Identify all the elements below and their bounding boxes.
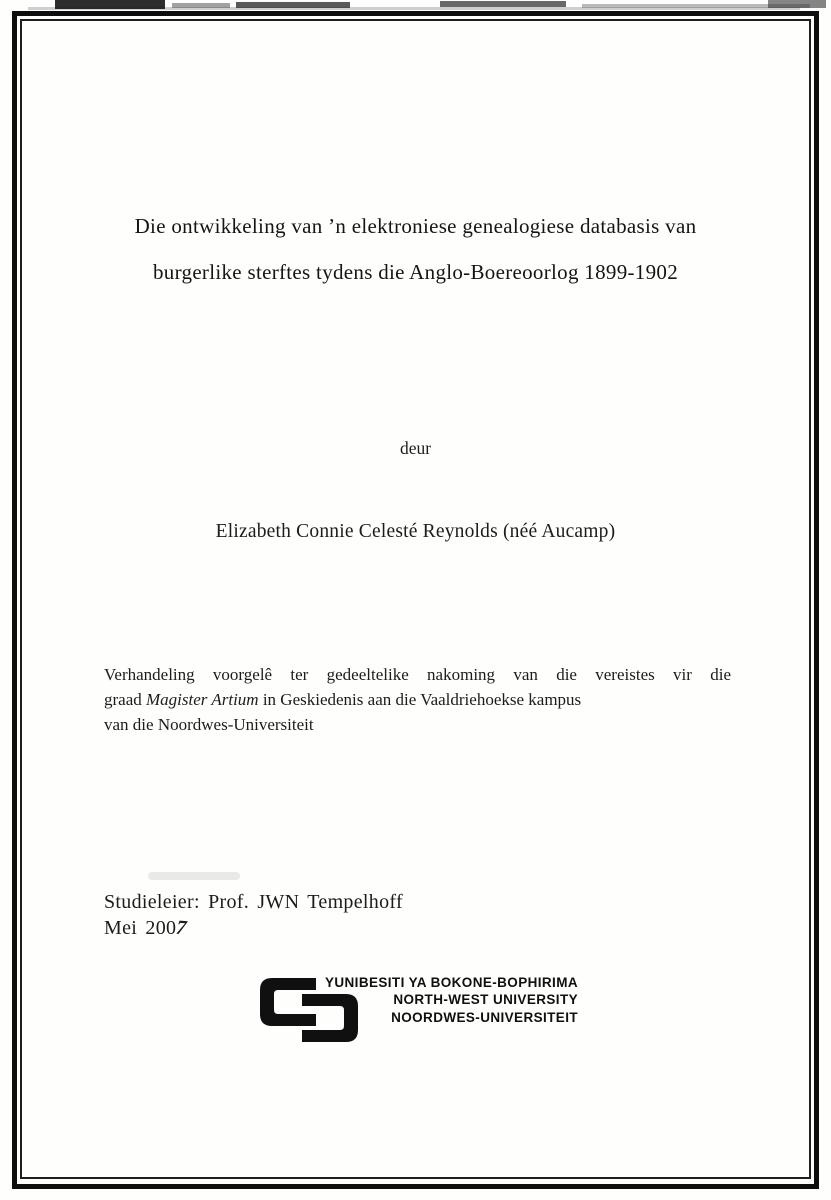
scan-artifact xyxy=(28,7,800,10)
thesis-title-line1: Die ontwikkeling van ’n elektroniese genealogiese databasis van xyxy=(134,214,697,238)
scan-artifact xyxy=(768,0,826,8)
supervisor-block xyxy=(104,889,403,941)
university-logo-text xyxy=(300,974,578,1026)
supervisor-line: Studieleier: Prof. JWN Tempelhoff xyxy=(104,891,403,913)
statement-line3: van die Noordwes-Universiteit xyxy=(104,715,314,734)
thesis-title-line2: burgerlike sterftes tydens die Anglo-Boereoorlog 1899-1902 xyxy=(153,260,678,284)
scan-artifact xyxy=(172,3,230,8)
date-line xyxy=(104,915,403,941)
statement-line2-pre: graad xyxy=(104,690,147,709)
scan-artifact xyxy=(236,2,350,8)
submission-statement xyxy=(104,662,731,737)
statement-line1: Verhandeling voorgelê ter gedeeltelike nakoming van die vereistes vir die xyxy=(104,665,731,684)
logo-text-english: NORTH-WEST UNIVERSITY xyxy=(393,992,578,1008)
scan-artifact xyxy=(55,0,165,9)
scan-artifact xyxy=(582,4,810,8)
scan-artifact xyxy=(440,1,566,7)
byline: deur xyxy=(399,438,432,458)
thesis-title xyxy=(45,203,786,295)
date-prefix: Mei 200 xyxy=(104,917,177,939)
date-last-digit: 7 xyxy=(172,916,191,940)
degree-name: Magister Artium xyxy=(146,690,259,709)
statement-line2-post: in Geskiedenis aan die Vaaldriehoekse kampus xyxy=(258,690,582,709)
logo-text-setswana: YUNIBESITI YA BOKONE-BOPHIRIMA xyxy=(324,975,578,990)
logo-text-afrikaans: NOORDWES-UNIVERSITEIT xyxy=(391,1009,578,1025)
author-name: Elizabeth Connie Celesté Reynolds (néé Aucamp) xyxy=(215,521,616,542)
statement-line2 xyxy=(104,687,731,712)
